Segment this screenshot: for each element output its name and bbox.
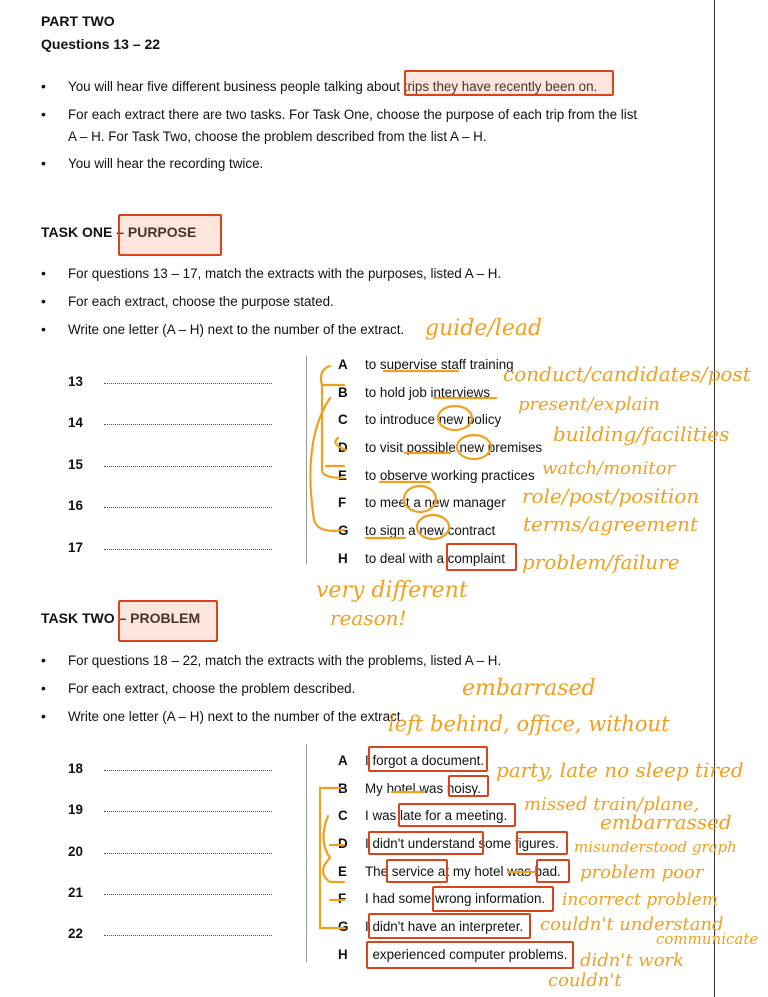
bullet-dot: • bbox=[41, 708, 46, 724]
task2-instruction-2: For each extract, choose the problem described. bbox=[68, 681, 356, 696]
task1-instruction-3: Write one letter (A – H) next to the number of the extract. bbox=[68, 322, 405, 337]
note-problem-poor: problem poor bbox=[580, 862, 704, 883]
problem-option: I didn't have an interpreter. bbox=[365, 919, 524, 934]
question-number: 21 bbox=[68, 885, 83, 900]
note-party: party, late no sleep tired bbox=[496, 758, 744, 782]
problem-option: I experienced computer problems. bbox=[365, 947, 568, 962]
intro-line-1: You will hear five different business people talking about trips they have recently been on. bbox=[68, 79, 598, 94]
note-missed-train: missed train/plane, bbox=[524, 794, 700, 815]
purpose-option: to meet a new manager bbox=[365, 495, 506, 510]
bullet-dot: • bbox=[41, 321, 46, 337]
note-communicate: communicate bbox=[656, 930, 759, 948]
option-letter: C bbox=[338, 808, 348, 823]
note-h: problem/failure bbox=[522, 550, 680, 574]
bullet-dot: • bbox=[41, 652, 46, 668]
question-number: 17 bbox=[68, 540, 83, 555]
option-letter: D bbox=[338, 836, 348, 851]
task1-instruction-2: For each extract, choose the purpose stated. bbox=[68, 294, 334, 309]
intro-line-3: A – H. For Task Two, choose the problem described from the list A – H. bbox=[68, 129, 487, 144]
intro-line-4: You will hear the recording twice. bbox=[68, 156, 264, 171]
note-embarrased: embarrased bbox=[462, 676, 596, 701]
note-c: present/explain bbox=[518, 394, 660, 415]
bullet-dot: • bbox=[41, 265, 46, 281]
task2-instruction-1: For questions 18 – 22, match the extracts with the problems, listed A – H. bbox=[68, 653, 502, 668]
question-number: 16 bbox=[68, 498, 83, 513]
note-d: building/facilities bbox=[553, 422, 730, 446]
option-letter: C bbox=[338, 412, 348, 427]
purpose-option: to observe working practices bbox=[365, 468, 535, 483]
bullet-dot: • bbox=[41, 106, 46, 122]
question-number: 13 bbox=[68, 374, 83, 389]
note-f: role/post/position bbox=[522, 484, 700, 508]
note-reason: reason! bbox=[330, 606, 407, 630]
task2-instruction-3: Write one letter (A – H) next to the number of the extract. bbox=[68, 709, 405, 724]
question-number: 18 bbox=[68, 761, 83, 776]
problem-option: The service at my hotel was bad. bbox=[365, 864, 561, 879]
note-didnt-work: didn't work bbox=[580, 950, 685, 971]
option-letter: B bbox=[338, 781, 348, 796]
note-very-different: very different bbox=[316, 578, 468, 603]
option-letter: F bbox=[338, 891, 347, 906]
question-number: 14 bbox=[68, 415, 83, 430]
intro-line-2: For each extract there are two tasks. For Task One, choose the purpose of each trip from the list bbox=[68, 107, 638, 122]
note-couldnt-understand: couldn't understand bbox=[540, 914, 724, 935]
option-letter: E bbox=[338, 468, 347, 483]
option-letter: G bbox=[338, 919, 349, 934]
option-letter: B bbox=[338, 385, 348, 400]
option-letter: D bbox=[338, 440, 348, 455]
question-number: 20 bbox=[68, 844, 83, 859]
problem-option: I was late for a meeting. bbox=[365, 808, 508, 823]
note-left-behind: left behind, office, without bbox=[388, 712, 670, 736]
purpose-option: to introduce new policy bbox=[365, 412, 502, 427]
option-letter: F bbox=[338, 495, 347, 510]
task1-instruction-1: For questions 13 – 17, match the extracts with the purposes, listed A – H. bbox=[68, 266, 502, 281]
problem-option: My hotel was noisy. bbox=[365, 781, 481, 796]
problem-option: I had some wrong information. bbox=[365, 891, 546, 906]
option-letter: G bbox=[338, 523, 349, 538]
note-embarrassed: embarrassed bbox=[600, 810, 732, 834]
option-letter: H bbox=[338, 947, 348, 962]
option-letter: H bbox=[338, 551, 348, 566]
purpose-option: to hold job interviews bbox=[365, 385, 491, 400]
option-letter: A bbox=[338, 357, 348, 372]
questions-range: Questions 13 – 22 bbox=[41, 36, 161, 52]
note-b: conduct/candidates/post bbox=[503, 362, 751, 386]
task2-title: TASK TWO – PROBLEM bbox=[41, 610, 201, 626]
note-a: guide/lead bbox=[425, 316, 543, 341]
question-number: 22 bbox=[68, 926, 83, 941]
bullet-dot: • bbox=[41, 155, 46, 171]
part-title: PART TWO bbox=[41, 13, 115, 29]
note-e: watch/monitor bbox=[542, 458, 676, 479]
note-g: terms/agreement bbox=[523, 512, 699, 536]
question-number: 19 bbox=[68, 802, 83, 817]
bullet-dot: • bbox=[41, 78, 46, 94]
bullet-dot: • bbox=[41, 293, 46, 309]
purpose-option: to sign a new contract bbox=[365, 523, 496, 538]
option-letter: A bbox=[338, 753, 348, 768]
note-couldnt: couldn't bbox=[548, 970, 622, 991]
note-incorrect: incorrect problem bbox=[562, 890, 718, 910]
bullet-dot: • bbox=[41, 680, 46, 696]
task1-title: TASK ONE – PURPOSE bbox=[41, 224, 197, 240]
purpose-option: to supervise staff training bbox=[365, 357, 514, 372]
question-number: 15 bbox=[68, 457, 83, 472]
purpose-option: to deal with a complaint bbox=[365, 551, 505, 566]
note-misunderstood: misunderstood graph bbox=[574, 838, 737, 856]
problem-option: I didn't understand some figures. bbox=[365, 836, 559, 851]
purpose-option: to visit possible new premises bbox=[365, 440, 543, 455]
problem-option: I forgot a document. bbox=[365, 753, 485, 768]
option-letter: E bbox=[338, 864, 347, 879]
